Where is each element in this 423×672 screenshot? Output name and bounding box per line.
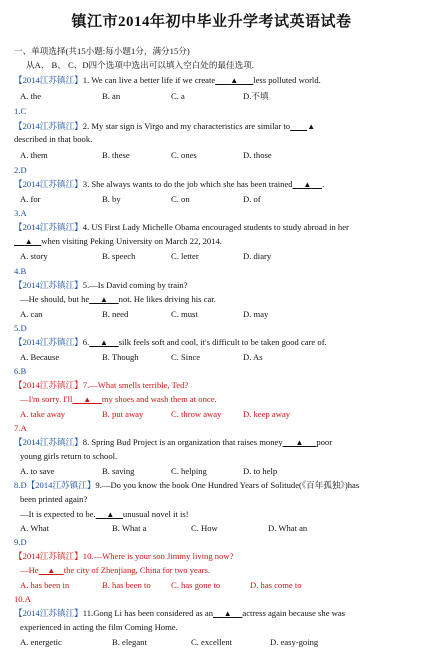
- option-a: A. story: [20, 251, 48, 261]
- option-b: B. has been to: [102, 580, 151, 590]
- question-1: 【2014江苏镇江】1. We can live a better life if we create ▲ less polluted world.: [14, 75, 321, 85]
- option-b: B. need: [102, 309, 129, 319]
- option-c: C. ones: [171, 150, 197, 160]
- option-c: C. How: [191, 523, 218, 533]
- answer-blank: ▲: [47, 566, 56, 575]
- option-b: B. saving: [102, 466, 135, 476]
- option-b: B. What a: [112, 523, 147, 533]
- option-a: A. has been in: [20, 580, 70, 590]
- answer-blank: ▲: [295, 438, 304, 447]
- section-instruction: 从A、 B、 C、D四个选项中选出可以填入空白处的最佳选项.: [26, 60, 254, 70]
- option-d: D. to help: [243, 466, 278, 476]
- answer-key: 2.D: [14, 165, 27, 175]
- question-8: 【2014江苏镇江】8. Spring Bud Project is an organization that raises money ▲ poor: [14, 437, 333, 447]
- question-5: 【2014江苏镇江】5.—Is David coming by train?: [14, 280, 188, 290]
- question-11: 【2014江苏镇江】11.Gong Li has been considered as an ▲ actress again because she was: [14, 608, 346, 618]
- answer-blank: [290, 121, 307, 132]
- question-source: 【2014江苏镇江】: [14, 75, 83, 85]
- question-3: 【2014江苏镇江】3. She always wants to do the job which she has been trained ▲ .: [14, 179, 325, 189]
- option-d: D.不填: [243, 91, 269, 101]
- option-a: A. the: [20, 91, 42, 101]
- option-b: B. these: [102, 150, 130, 160]
- option-c: C. has gone to: [171, 580, 221, 590]
- option-a: A. What: [20, 523, 49, 533]
- option-a: A. them: [20, 150, 48, 160]
- option-d: D. has come to: [250, 580, 302, 590]
- answer-key: 10.A: [14, 594, 31, 604]
- answer-blank: ▲: [230, 76, 239, 85]
- option-b: B. elegant: [112, 637, 147, 647]
- option-a: A. energetic: [20, 637, 62, 647]
- option-b: B. Though: [102, 352, 139, 362]
- option-c: C. on: [171, 194, 190, 204]
- answer-key: 9.D: [14, 537, 27, 547]
- page-title: 镇江市2014年初中毕业升学考试英语试卷: [71, 14, 352, 30]
- question-10: 【2014江苏镇江】10.—Where is your son Jimmy living now?: [14, 551, 234, 561]
- option-c: C. must: [171, 309, 198, 319]
- answer-blank: ▲: [99, 338, 108, 347]
- option-b: B. an: [102, 91, 121, 101]
- answer-key: 7.A: [14, 423, 27, 433]
- question-4: 【2014江苏镇江】4. US First Lady Michelle Obama encouraged students to study abroad in her: [14, 222, 349, 232]
- option-c: C. excellent: [191, 637, 233, 647]
- option-d: D. those: [243, 150, 272, 160]
- option-c: C. Since: [171, 352, 201, 362]
- question-6: 【2014江苏镇江】6. ▲ silk feels soft and cool, it's difficult to be taken good care of.: [14, 337, 327, 347]
- option-d: D. of: [243, 194, 261, 204]
- option-a: A. to save: [20, 466, 55, 476]
- answer-blank: ▲: [223, 609, 232, 618]
- option-d: D. As: [243, 352, 263, 362]
- answer-blank: ▲: [106, 510, 115, 519]
- option-b: B. by: [102, 194, 121, 204]
- option-d: D. keep away: [243, 409, 291, 419]
- answer-key: 5.D: [14, 323, 27, 333]
- option-d: D. easy-going: [270, 637, 319, 647]
- option-b: B. speech: [102, 251, 136, 261]
- option-c: C. a: [171, 91, 185, 101]
- option-a: A. Because: [20, 352, 60, 362]
- answer-key: 6.B: [14, 366, 27, 376]
- section-heading: 一、单项选择(共15小题:每小题1分，满分15分): [14, 46, 190, 56]
- option-c: C. throw away: [171, 409, 222, 419]
- option-c: C. helping: [171, 466, 207, 476]
- option-a: A. take away: [20, 409, 66, 419]
- answer-blank: ▲: [303, 180, 312, 189]
- option-a: A. for: [20, 194, 41, 204]
- answer-key: 8.D: [14, 480, 27, 490]
- option-b: B. put away: [102, 409, 144, 419]
- question-9: 8.D【2014江苏镇江】9.—Do you know the book One Hundred Years of Solitude(《百年孤独》)has: [14, 480, 360, 490]
- option-c: C. letter: [171, 251, 199, 261]
- answer-key: 1.C: [14, 106, 27, 116]
- answer-key: 3.A: [14, 208, 27, 218]
- answer-blank: ▲: [24, 237, 33, 246]
- question-2: 【2014江苏镇江】2. My star sign is Virgo and my characteristics are similar to ▲: [14, 121, 316, 131]
- option-d: D. may: [243, 309, 269, 319]
- option-d: D. What an: [268, 523, 308, 533]
- answer-key: 4.B: [14, 266, 27, 276]
- answer-blank: ▲: [83, 395, 92, 404]
- answer-blank: ▲: [99, 295, 108, 304]
- option-d: D. diary: [243, 251, 272, 261]
- option-a: A. can: [20, 309, 43, 319]
- question-7: 【2014江苏镇江】7.—What smells terrible, Ted?: [14, 380, 189, 390]
